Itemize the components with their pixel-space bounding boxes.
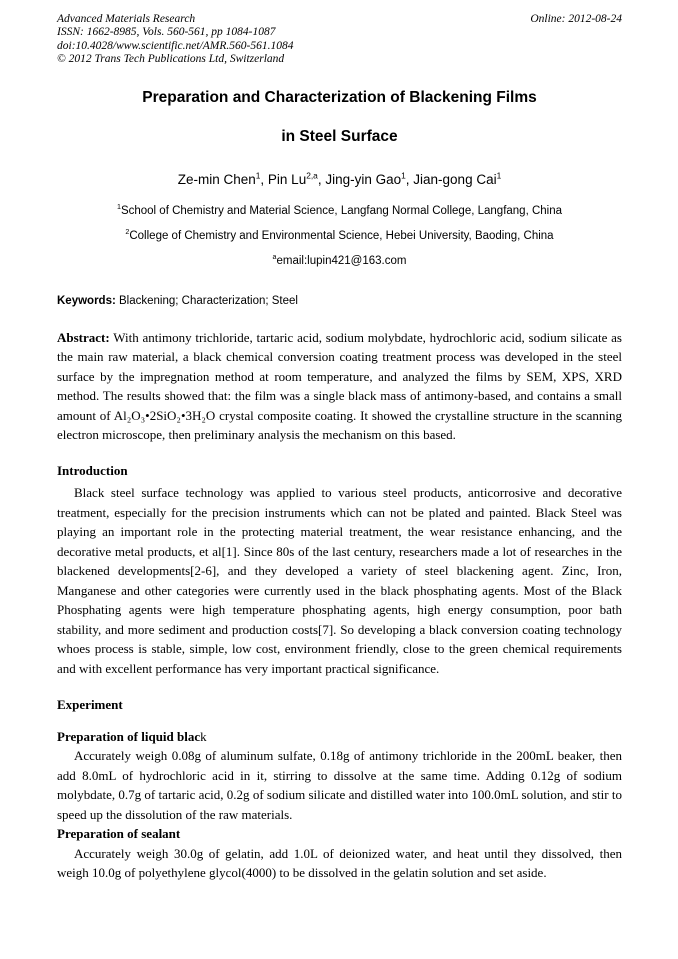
journal-name: Advanced Materials Research — [57, 13, 196, 25]
experiment-heading: Experiment — [57, 697, 123, 713]
sealant-heading: Preparation of sealant — [57, 826, 181, 842]
issn-line: ISSN: 1662-8985, Vols. 560-561, pp 1084-1087 — [57, 26, 276, 39]
introduction-paragraph: Black steel surface technology was applied to various steel products, anticorrosive and decorative treatment, especially for the precision instruments which can not be plated and painted. Black Steel was playing an important role in the protecting material treatment, the wear resistance enhancing, and the decorative metal products, et al[1]. Since 80s of the last century, researchers made a lot of researches in the blackened developments[2-6], and they developed a variety of steel blackening agent. Zinc, Iron, Manganese and other categories were currently used in the black phosphating agents. Most of the Black Phosphating agents were high temperature phosphating agents, high energy consumption, poor bath stability, and more sediment and production costs[7]. So developing a black conversion coating technology whoes process is stable, simple, low cost, environment friendly, close to the green chemical requirements and with excellent performance has very important practical significance. — [57, 485, 622, 676]
journal-header — [57, 13, 622, 67]
journal-header-left — [57, 13, 293, 67]
keywords-text: Blackening; Characterization; Steel — [115, 294, 298, 307]
introduction-heading: Introduction — [57, 462, 128, 478]
liquid-black-paragraph: Accurately weigh 0.08g of aluminum sulfate, 0.18g of antimony trichloride in the 200mL beaker, then add 8.0mL of hydrochloric acid in it, stirring to dissolve at the same time. Adding 0.12g of sodium molybdate, 0.7g of tartaric acid, 0.2g of sodium silicate and distilled water into 100.0mL solution, and stir to speed up the dissolution of the raw materials. — [57, 748, 622, 822]
liquid-black-heading-bold: Preparation of liquid blac — [57, 728, 201, 744]
keywords-line — [57, 294, 622, 308]
email-line: $^a$email:lupin421@163.com — [272, 252, 407, 267]
affiliation-1: $^1$School of Chemistry and Material Science, Langfang Normal College, Langfang, China — [116, 202, 563, 217]
paper-title-line-2: in Steel Surface — [281, 127, 398, 145]
copyright-line: © 2012 Trans Tech Publications Ltd, Switzerland — [57, 53, 285, 66]
sealant-paragraph: Accurately weigh 30.0g of gelatin, add 1.0L of deionized water, and heat until they dissolved, then weigh 10.0g of polyethylene glycol(4000) to be dissolved in the gelatin solution and set aside. — [57, 845, 622, 881]
liquid-black-heading — [57, 727, 622, 747]
keywords-label: Keywords: — [57, 294, 116, 307]
abstract-paragraph — [57, 328, 622, 445]
abstract-label: Abstract: — [57, 329, 110, 345]
abstract-text: With antimony trichloride, tartaric acid, sodium molybdate, hydrochloric acid, sodium silicate as the main raw material, a black chemical conversion coating treatment process was developed in the steel surface by the impregnation method at room temperature, and analyzed the films by SEM, XPS, XRD method. The results showed that: the film was a single black mass of antimony-based, and contains a small amount of Al₂O₃•2SiO₂•3H₂O crystal composite coating. It showed the crystalline structure in the scanning electron microscope, then preliminary analysis the mechanism on this based. — [57, 329, 622, 443]
paper-title-line-1: Preparation and Characterization of Blackening Films — [142, 88, 537, 106]
authors-line: Ze-min Chen$^1$, Pin Lu$^{2,a}$, Jing-yin Gao$^1$, Jian-gong Cai$^1$ — [177, 170, 502, 187]
liquid-black-heading-tail: k — [200, 728, 207, 744]
affiliation-2: $^2$College of Chemistry and Environmental Science, Hebei University, Baoding, China — [125, 227, 554, 242]
online-date: Online: 2012-08-24 — [530, 13, 622, 25]
doi-line: doi:10.4028/www.scientific.net/AMR.560-561.1084 — [57, 39, 294, 52]
